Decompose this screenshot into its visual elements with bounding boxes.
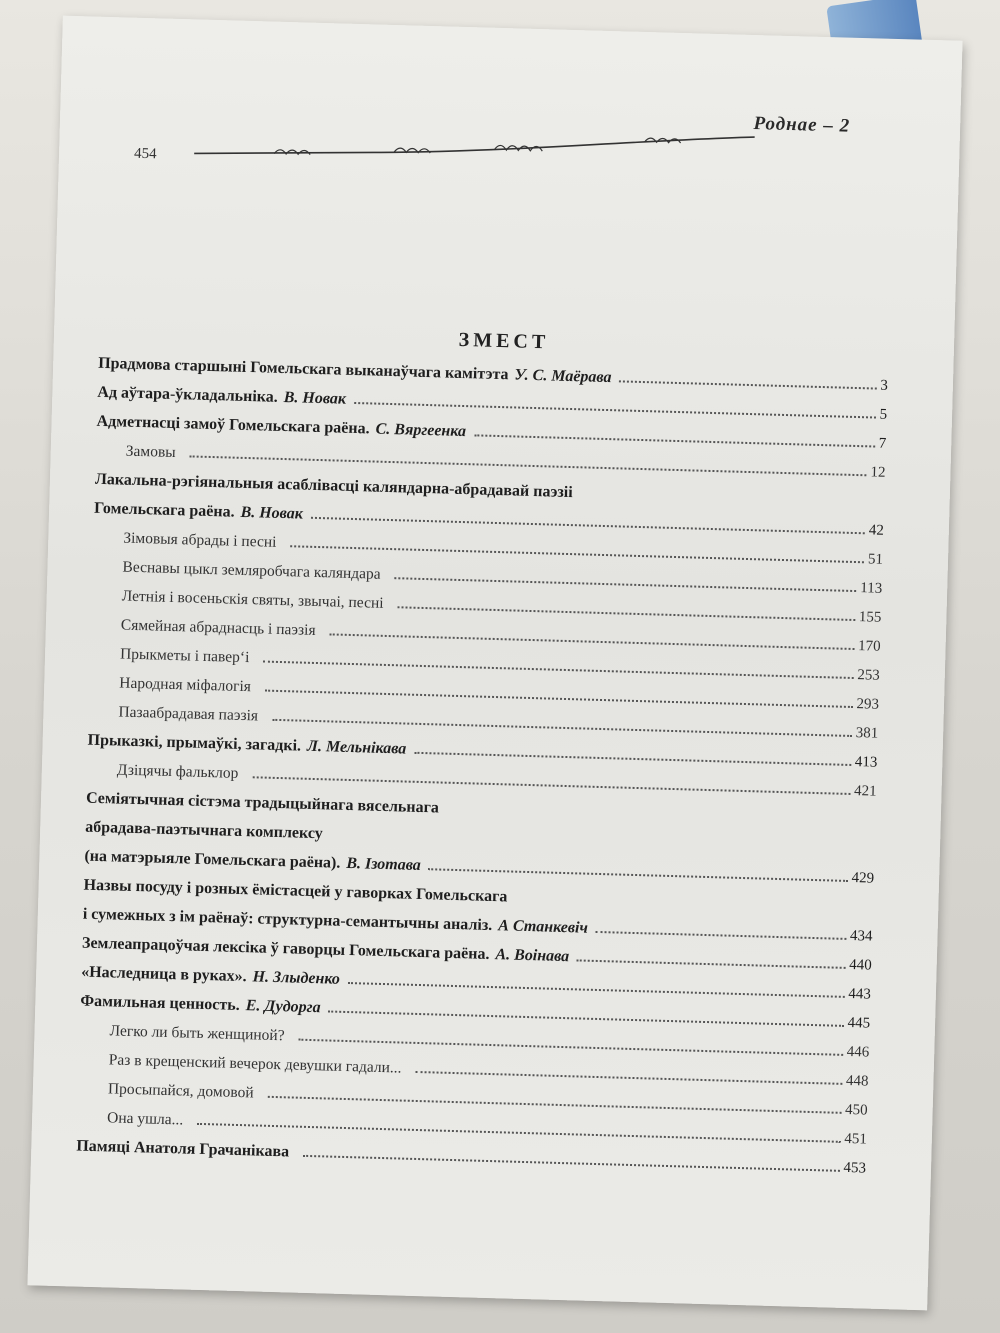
toc-entry: Адметнасці замоў Гомельскага раёна. С. Вяргеенка 7 — [96, 412, 887, 452]
table-of-contents — [76, 355, 888, 1189]
toc-entry: Прыкметы і павер‘і 253 — [119, 645, 881, 684]
toc-entry: Землеапрацоўчая лексіка ў гаворцы Гомельскага раёна. А. Воінава 440 — [81, 934, 872, 974]
toc-entry: Зімовыя абрады і песні 51 — [123, 529, 884, 568]
toc-entry: Гомельскага раёна. В. Новак 42 — [93, 499, 885, 539]
toc-entry: Просыпайся, домовой 450 — [107, 1080, 868, 1119]
book-page — [27, 16, 962, 1311]
toc-entry: «Наследница в руках». Н. Злыденко 443 — [80, 963, 872, 1003]
toc-entry: Прыказкі, прымаўкі, загадкі. Л. Мельнікава 413 — [87, 731, 878, 771]
toc-entry: Лакальна-рэгіянальныя асаблівасці каляндарна-абрадавай паэзіі — [94, 470, 573, 502]
toc-entry: Ад аўтара-ўкладальніка. В. Новак 5 — [97, 383, 888, 423]
toc-entry: Прадмова старшыні Гомельскага выканаўчага камітэта У. С. Маёрава 3 — [97, 354, 889, 394]
toc-entry: Семіятычная сістэма традыцыйнага вясельнага — [85, 789, 440, 817]
toc-entry: Народная міфалогія 293 — [119, 674, 880, 713]
toc-entry: і сумежных з ім раёнаў: структурна-семантычны аналіз. А Станкевіч 434 — [82, 905, 873, 945]
toc-entry: Летнія і восеньскія святы, звычаі, песні 155 — [121, 587, 882, 626]
toc-entry: Раз в крещенский вечерок девушки гадали... 448 — [108, 1051, 869, 1090]
toc-entry: Замовы 12 — [125, 442, 886, 481]
toc-entry: абрадава-паэтычнага комплексу — [85, 818, 323, 843]
toc-entry: Она ушла... 451 — [106, 1109, 868, 1148]
toc-entry: Назвы посуду і розных ёмістасцей у гаворках Гомельскага — [83, 876, 508, 906]
toc-entry: Веснавы цыкл земляробчага каляндара 113 — [122, 558, 883, 597]
toc-entry: Пазаабрадавая паэзія 381 — [118, 703, 879, 742]
toc-entry: (на матэрыяле Гомельскага раёна). В. Ізотава 429 — [84, 847, 875, 887]
toc-entry: Дзіцячы фальклор 421 — [116, 761, 877, 800]
toc-title: ЗМЕСТ — [458, 328, 550, 354]
toc-entry: Фамильная ценность. Е. Дудорга 445 — [80, 992, 871, 1032]
header-ornament — [194, 115, 755, 181]
toc-entry: Памяці Анатоля Грачанікава 453 — [76, 1137, 867, 1177]
toc-entry: Легко ли быть женщиной? 446 — [109, 1022, 870, 1061]
running-header-title: Роднае – 2 — [753, 113, 851, 137]
page-number: 454 — [133, 145, 157, 163]
toc-entry: Сямейная абраднасць і паэзія 170 — [120, 616, 881, 655]
